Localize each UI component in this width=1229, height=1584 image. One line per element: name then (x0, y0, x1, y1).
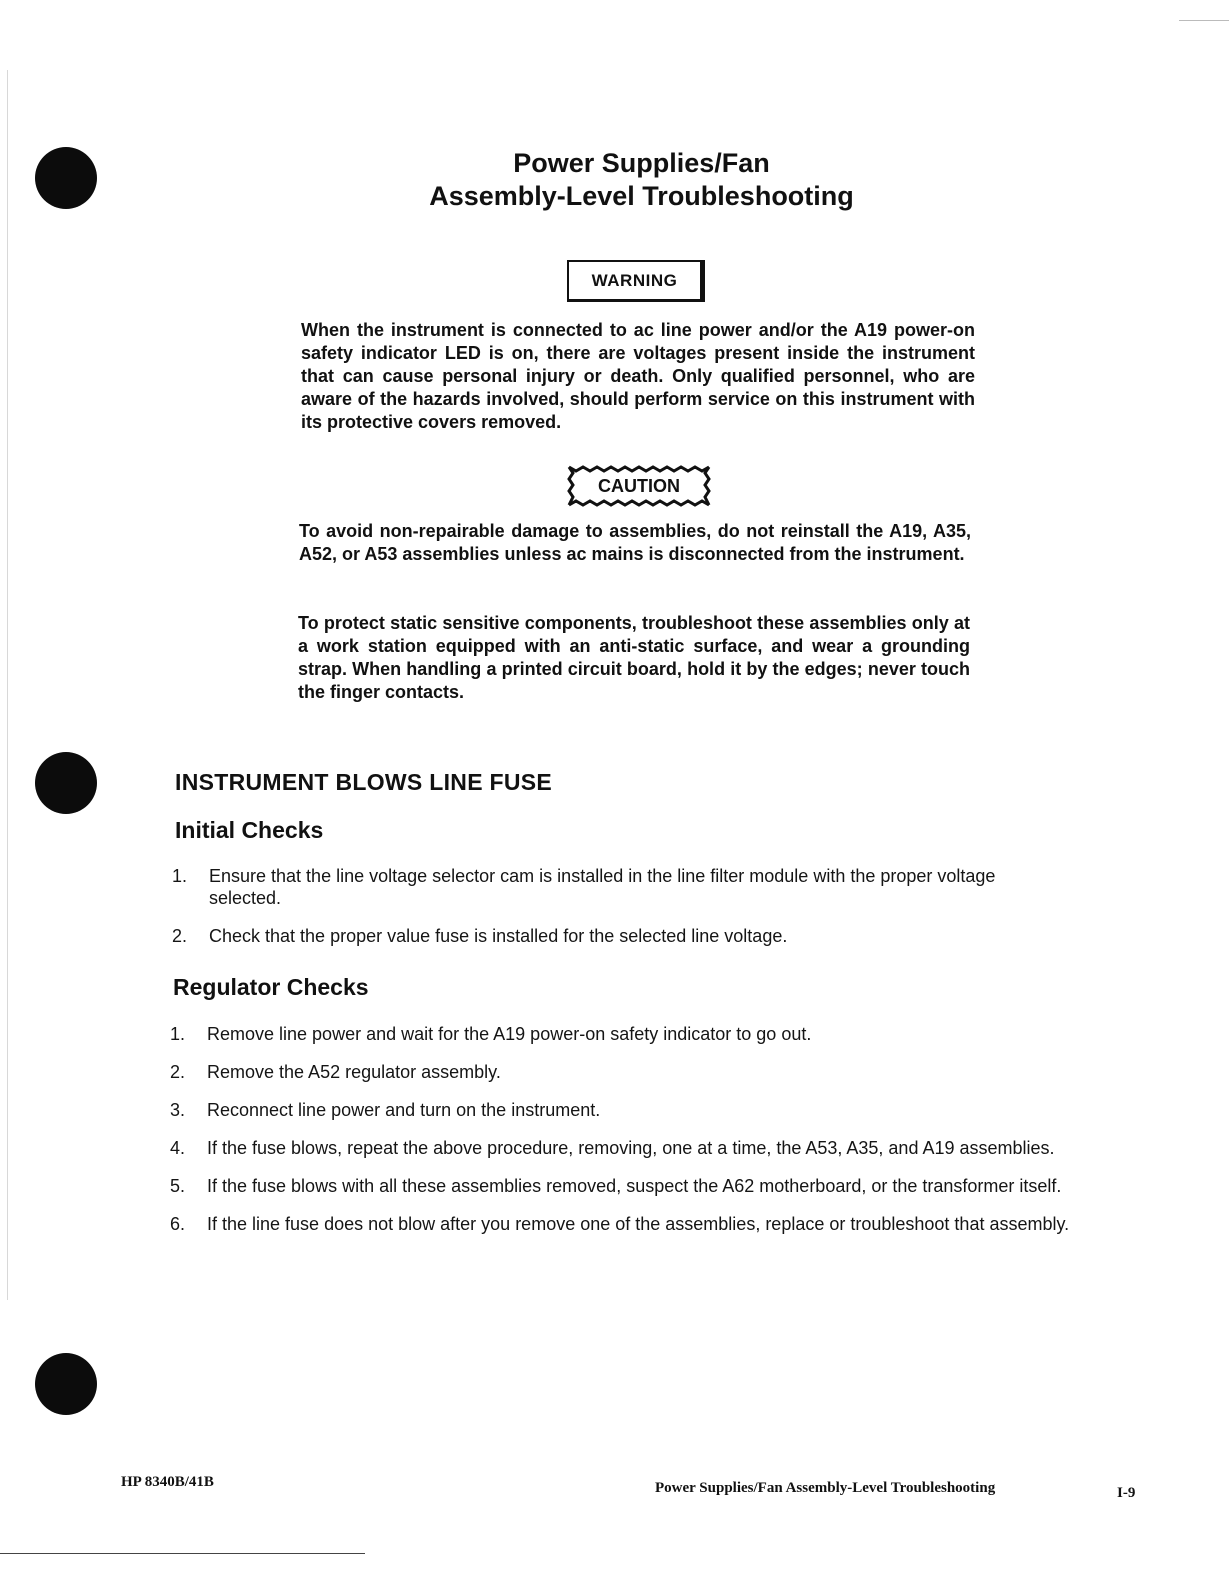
caution-paragraph-2: To protect static sensitive components, troubleshoot these assemblies only at a work station equipped with an anti-static surface, and wear a grounding strap. When handling a printed circuit board, hold it by the edges; never touch the finger contacts. (298, 613, 970, 702)
list-item-number: 6. (170, 1214, 186, 1234)
binder-hole-middle (35, 752, 97, 814)
list-item-number: 2. (172, 926, 188, 946)
list-item-number: 3. (170, 1100, 186, 1120)
list-item (170, 1061, 1075, 1083)
initial-checks-list (172, 865, 1057, 947)
list-item (170, 1137, 1075, 1159)
list-item (172, 865, 1057, 909)
left-edge-line (7, 70, 8, 1300)
initial-checks-heading: Initial Checks (175, 817, 324, 843)
list-item-text: Remove line power and wait for the A19 power-on safety indicator to go out. (207, 1024, 812, 1044)
regulator-checks-list (170, 1023, 1075, 1235)
warning-label: WARNING (591, 270, 678, 290)
page-title-line2: Assembly-Level Troubleshooting (429, 181, 854, 211)
caution-paragraph-1: To avoid non-repairable damage to assemblies, do not reinstall the A19, A35, A52, or A53 assemblies unless ac mains is disconnected from the instrument. (299, 521, 971, 564)
list-item-number: 4. (170, 1138, 186, 1158)
list-item-text: Check that the proper value fuse is installed for the selected line voltage. (209, 926, 788, 946)
list-item-text: Ensure that the line voltage selector cam is installed in the line filter module with the proper voltage selected. (209, 866, 996, 908)
warning-text: When the instrument is connected to ac line power and/or the A19 power-on safety indicator LED is on, there are voltages present inside the instrument that can cause personal injury or death. Only qualified personnel, who are aware of the hazards involved, should perform service on this instrument with its protective covers removed. (301, 320, 975, 432)
footer-model: HP 8340B/41B (121, 1474, 214, 1490)
list-item-text: Remove the A52 regulator assembly. (207, 1062, 501, 1082)
list-item-number: 2. (170, 1062, 186, 1082)
list-item (170, 1213, 1075, 1235)
list-item-number: 1. (172, 866, 188, 886)
footer-chapter: Power Supplies/Fan Assembly-Level Troubleshooting (655, 1480, 996, 1496)
list-item (170, 1175, 1075, 1197)
caution-label-box (565, 463, 713, 509)
list-item-number: 1. (170, 1024, 186, 1044)
list-item-text: If the fuse blows, repeat the above procedure, removing, one at a time, the A53, A35, and A19 assemblies. (207, 1138, 1055, 1158)
warning-label-box (567, 260, 705, 302)
list-item (170, 1023, 1075, 1045)
page-title (0, 147, 1229, 213)
footer-page-number: I-9 (1117, 1485, 1136, 1501)
top-edge-line (1179, 20, 1229, 21)
list-item-text: If the fuse blows with all these assemblies removed, suspect the A62 motherboard, or the transformer itself. (207, 1176, 1062, 1196)
section-heading: INSTRUMENT BLOWS LINE FUSE (175, 769, 553, 795)
list-item-text: If the line fuse does not blow after you remove one of the assemblies, replace or troubleshoot that assembly. (207, 1214, 1070, 1234)
binder-hole-bottom (35, 1353, 97, 1415)
list-item-text: Reconnect line power and turn on the instrument. (207, 1100, 601, 1120)
list-item (170, 1099, 1075, 1121)
regulator-checks-heading: Regulator Checks (173, 974, 369, 1000)
bottom-edge-line (0, 1553, 365, 1554)
page-title-line1: Power Supplies/Fan (513, 148, 770, 178)
list-item (172, 925, 1057, 947)
caution-label: CAUTION (598, 475, 680, 496)
list-item-number: 5. (170, 1176, 186, 1196)
